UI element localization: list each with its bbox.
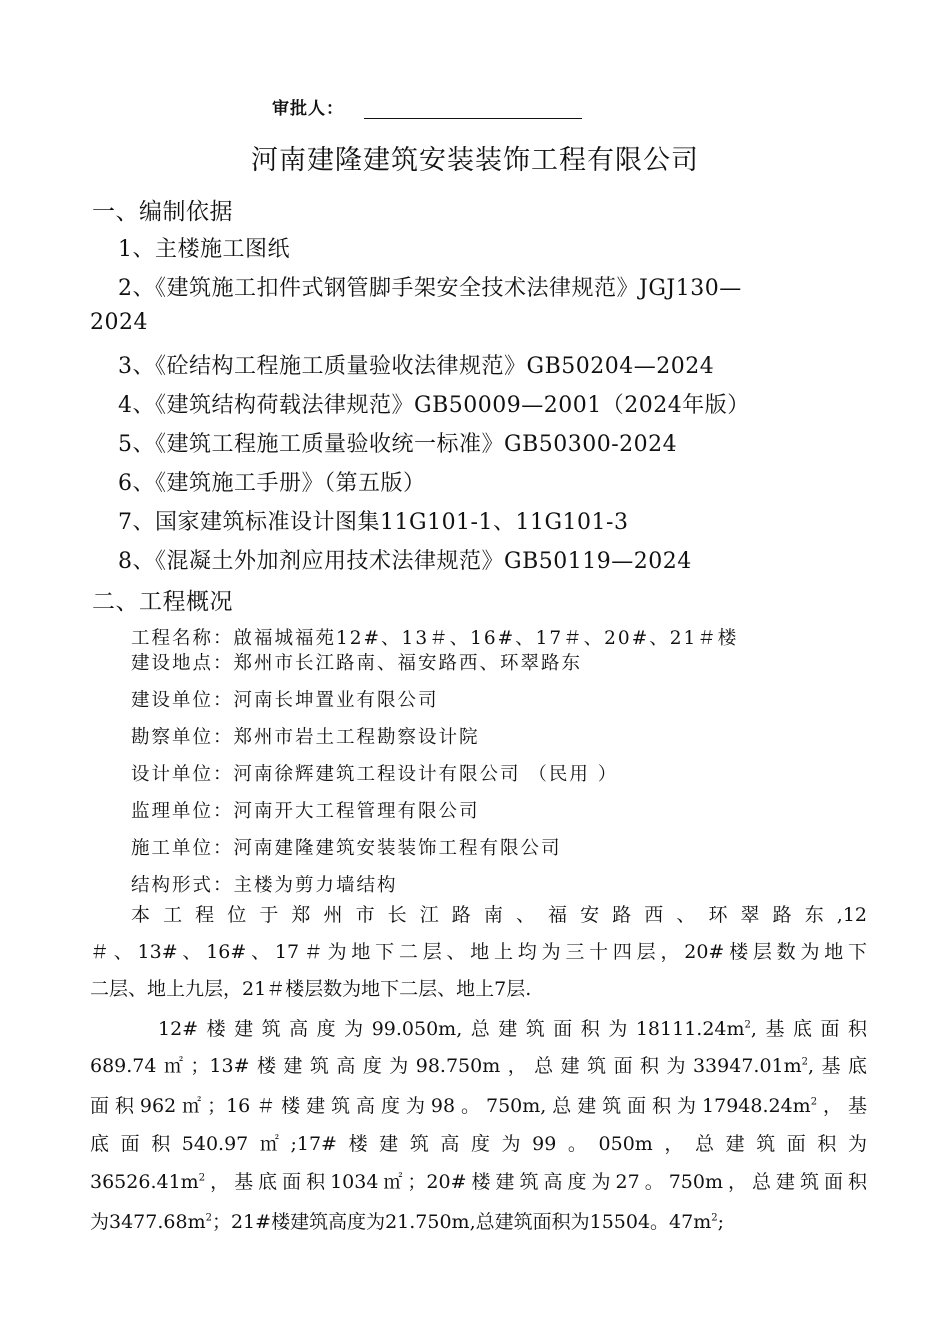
- info-supervisor: 监理单位：河南开大工程管理有限公司: [131, 801, 480, 822]
- height-area-line: $36526.41m^2$，基底面积1034㎡；20#楼建筑高度为27。750m，总建筑面积: [90, 1171, 867, 1193]
- basis-item: 1、主楼施工图纸: [118, 237, 290, 262]
- basis-item: 3、《砼结构工程施工质量验收法律规范》GB50204—2024: [118, 354, 715, 379]
- company-title: 河南建隆建筑安装装饰工程有限公司: [251, 145, 699, 176]
- section-heading-overview: 二、工程概况: [92, 589, 233, 615]
- basis-item-continued: 2024: [90, 310, 148, 335]
- height-area-line: 底面积540.97㎡;17#楼建筑高度为99。050m，总建筑面积为: [90, 1133, 867, 1155]
- basis-item: 7、国家建筑标准设计图集11G101-1、11G101-3: [118, 510, 629, 535]
- overview-paragraph-line: 本工程位于郑州市长江路南、福安路西、环翠路东,12: [131, 904, 867, 926]
- height-area-line: 12#楼建筑高度为99.050m,总建筑面积为$18111.24m^2$,基底面积: [158, 1018, 868, 1040]
- basis-item: 5、《建筑工程施工质量验收统一标准》GB50300-2024: [118, 432, 678, 457]
- overview-paragraph-line: ＃、13#、16#、17＃为地下二层、地上均为三十四层，20#楼层数为地下: [90, 941, 867, 963]
- height-area-line: 689.74㎡；13#楼建筑高度为98.750m，总建筑面积为$33947.01m^2$,基底: [90, 1055, 867, 1077]
- info-contractor: 施工单位：河南建隆建筑安装装饰工程有限公司: [131, 838, 562, 859]
- info-design-unit: 设计单位：河南徐辉建筑工程设计有限公司 （民用 ）: [131, 764, 619, 785]
- height-area-line: 为$3477.68m^2$；21#楼建筑高度为21.750m,总建筑面积为15504。$47m^2$;: [90, 1211, 725, 1233]
- info-developer: 建设单位：河南长坤置业有限公司: [131, 690, 439, 711]
- section-heading-basis: 一、编制依据: [92, 199, 233, 225]
- approver-signature-line: [364, 118, 582, 119]
- basis-item: 2、《建筑施工扣件式钢管脚手架安全技术法律规范》JGJ130—: [118, 276, 742, 301]
- height-area-line: 面积962㎡；16＃楼建筑高度为98。750m,总建筑面积为$17948.24m^2$，基: [90, 1095, 867, 1117]
- approver-label: 审批人：: [272, 99, 344, 119]
- info-location: 建设地点：郑州市长江路南、福安路西、环翠路东: [131, 653, 583, 674]
- basis-item: 6、《建筑施工手册》（第五版）: [118, 471, 426, 496]
- info-project-name: 工程名称：啟福城福苑12#、13＃、16#、17＃、20#、21＃楼: [131, 628, 739, 649]
- info-survey-unit: 勘察单位：郑州市岩土工程勘察设计院: [131, 727, 480, 748]
- basis-item: 8、《混凝土外加剂应用技术法律规范》GB50119—2024: [118, 549, 692, 574]
- info-structure: 结构形式：主楼为剪力墙结构: [131, 875, 398, 896]
- overview-paragraph-line: 二层、地上九层，21＃楼层数为地下二层、地上7层.: [90, 978, 532, 1000]
- basis-item: 4、《建筑结构荷载法律规范》GB50009—2001（2024年版）: [118, 393, 750, 418]
